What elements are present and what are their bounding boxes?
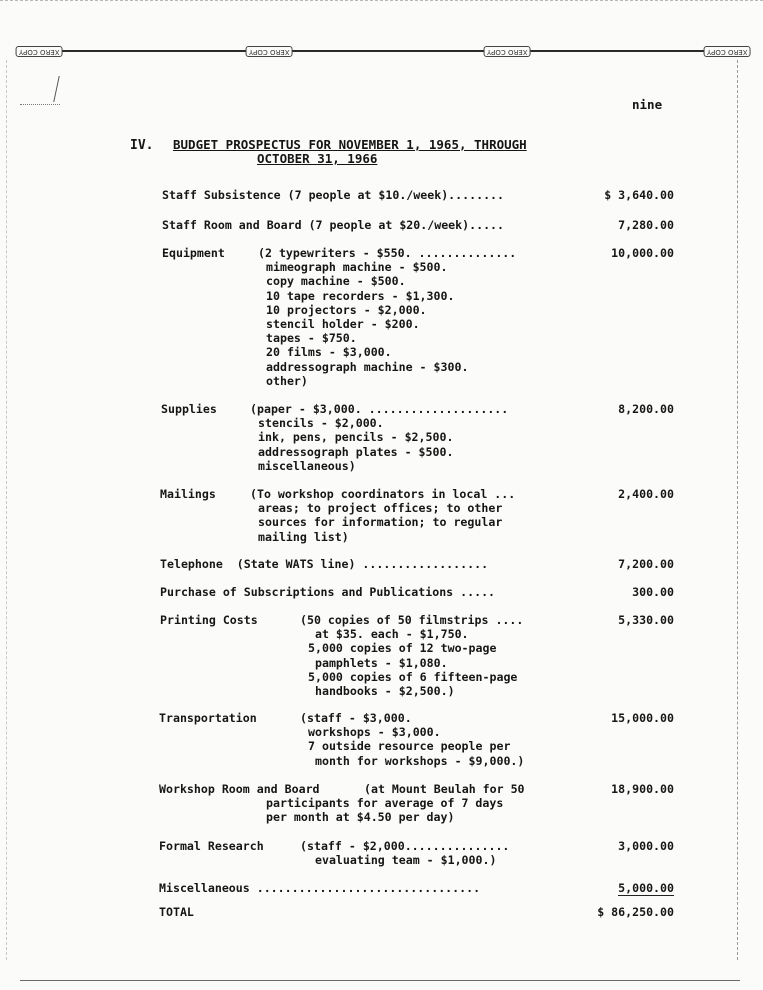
detail-line: (2 typewriters - $550. ..............	[258, 246, 517, 260]
total-label: TOTAL	[159, 905, 194, 919]
item-details	[250, 487, 515, 544]
item-label: Supplies	[161, 402, 217, 416]
item-line: Staff Room and Board (7 people at $20./week).....	[162, 218, 505, 232]
item-amount: 2,400.00	[618, 487, 674, 501]
detail-line: 5,000 copies of 12 two-page	[308, 641, 497, 656]
item-details	[258, 246, 516, 388]
detail-line: stencil holder - $200.	[266, 317, 420, 332]
detail-line: participants for average of 7 days	[266, 796, 504, 811]
detail-line: workshops - $3,000.	[308, 725, 441, 740]
detail-line: areas; to project offices; to other	[258, 501, 503, 516]
margin-dotted-mark	[20, 104, 60, 105]
section-number: IV.	[130, 138, 154, 153]
detail-line: 5,000 copies of 6 fifteen-page	[308, 669, 518, 684]
xero-copy-stamp	[484, 46, 531, 57]
detail-line: other)	[266, 373, 308, 388]
detail-line: pamphlets - $1,080.	[308, 655, 448, 670]
stamp-text: XERO COPY	[487, 48, 528, 56]
margin-mark	[53, 76, 72, 102]
page-number: nine	[632, 97, 663, 112]
detail-line: 7 outside resource people per	[308, 739, 511, 754]
stamp-text: XERO COPY	[249, 48, 290, 56]
detail-line: tapes - $750.	[266, 331, 357, 346]
detail-line: (To workshop coordinators in local ...	[250, 487, 516, 501]
detail-line: 10 projectors - $2,000.	[266, 302, 427, 317]
item-amount: 18,900.00	[611, 782, 674, 796]
bottom-rule	[20, 980, 740, 981]
item-amount: 3,000.00	[618, 839, 674, 853]
stamp-text: XERO COPY	[19, 48, 60, 56]
item-label: Transportation	[159, 711, 257, 725]
detail-line: addressograph machine - $300.	[266, 359, 469, 374]
item-amount: 15,000.00	[611, 711, 674, 725]
detail-line: ink, pens, pencils - $2,500.	[258, 430, 454, 445]
item-amount: 10,000.00	[611, 246, 674, 260]
detail-line: sources for information; to regular	[258, 515, 503, 530]
stamp-text: XERO COPY	[707, 48, 748, 56]
item-label: Equipment	[162, 246, 225, 260]
item-amount: 5,330.00	[618, 613, 674, 627]
xero-copy-stamp	[246, 46, 293, 57]
item-line: Miscellaneous ................................	[159, 881, 481, 895]
detail-line: mimeograph machine - $500.	[266, 260, 448, 275]
item-amount: 7,280.00	[618, 218, 674, 232]
item-amount: $ 3,640.00	[604, 188, 674, 202]
right-edge-rule	[737, 60, 738, 960]
detail-line: evaluating team - $1,000.)	[308, 853, 497, 868]
detail-line: per month at $4.50 per day)	[266, 810, 455, 825]
detail-line: (at Mount Beulah for 50	[364, 782, 525, 796]
top-dotted-border	[0, 0, 763, 1]
detail-line: handbooks - $2,500.)	[308, 684, 455, 699]
item-line: Staff Subsistence (7 people at $10./week)........	[162, 188, 505, 202]
item-label: Mailings	[160, 487, 216, 501]
item-details	[300, 839, 509, 867]
item-line: Telephone (State WATS line) ..................	[160, 557, 489, 571]
item-amount: 5,000.00	[618, 881, 674, 895]
binding-line	[58, 50, 708, 52]
detail-line: (staff - $2,000...............	[300, 839, 510, 853]
item-label: Formal Research	[159, 839, 264, 853]
item-amount: 8,200.00	[618, 402, 674, 416]
item-details	[250, 402, 508, 473]
detail-line: (paper - $3,000. ....................	[250, 402, 509, 416]
detail-line: 20 films - $3,000.	[266, 345, 392, 360]
total-amount: $ 86,250.00	[597, 905, 674, 919]
detail-line: (50 copies of 50 filmstrips ....	[300, 613, 524, 627]
detail-line: at $35. each - $1,750.	[308, 627, 469, 642]
detail-line: miscellaneous)	[258, 458, 356, 473]
item-details	[300, 613, 523, 698]
section-title-line-2: OCTOBER 31, 1966	[257, 151, 378, 166]
item-amount: 300.00	[632, 585, 674, 599]
detail-line: addressograph plates - $500.	[258, 444, 454, 459]
detail-line: mailing list)	[258, 529, 349, 544]
xero-copy-stamp	[704, 46, 751, 57]
detail-line: 10 tape recorders - $1,300.	[266, 288, 455, 303]
section-title-line-1: BUDGET PROSPECTUS FOR NOVEMBER 1, 1965, THROUGH	[173, 137, 527, 152]
item-label: Workshop Room and Board	[159, 782, 320, 796]
item-line: Purchase of Subscriptions and Publications .....	[160, 585, 496, 599]
section-title	[173, 138, 527, 166]
detail-line: month for workshops - $9,000.)	[308, 753, 525, 768]
item-details	[300, 711, 524, 768]
detail-line: stencils - $2,000.	[258, 416, 384, 431]
item-label: Printing Costs	[160, 613, 258, 627]
item-details	[266, 782, 525, 825]
xero-copy-stamp	[16, 46, 63, 57]
detail-line: (staff - $3,000.	[300, 711, 412, 725]
detail-line: copy machine - $500.	[266, 274, 406, 289]
item-amount: 7,200.00	[618, 557, 674, 571]
left-edge-rule	[6, 60, 7, 960]
